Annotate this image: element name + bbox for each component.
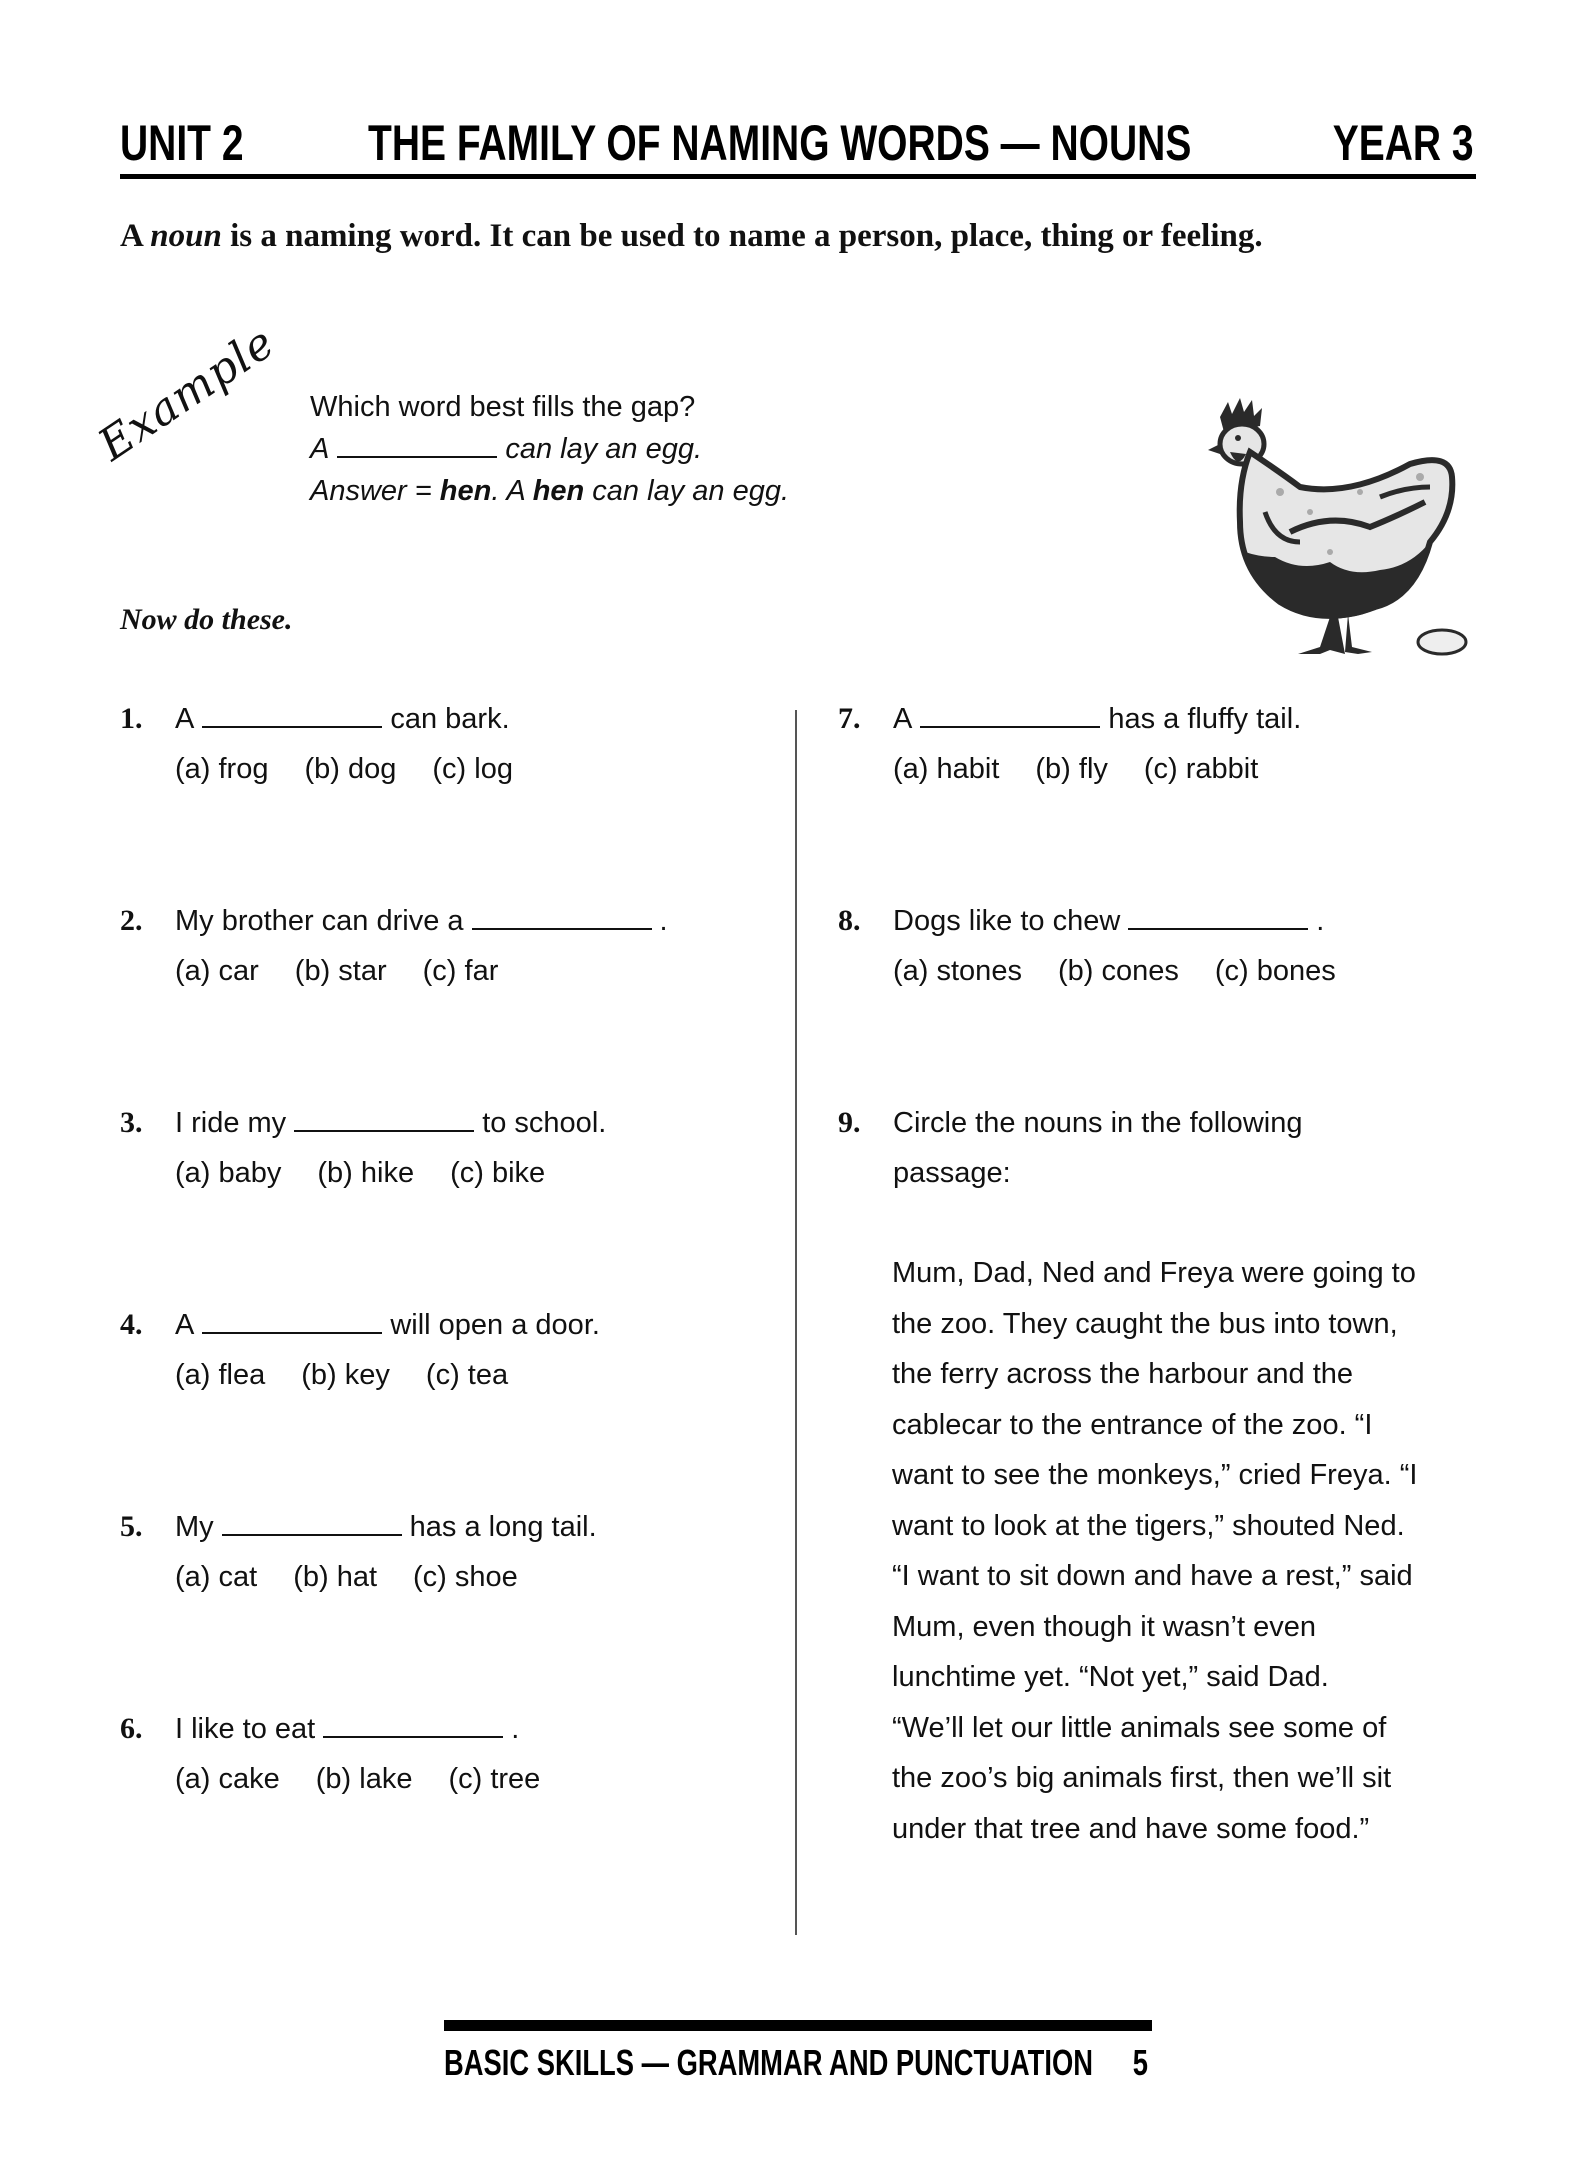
example-question: Which word best fills the gap? (310, 391, 696, 423)
question-number: 4. (120, 1308, 143, 1341)
option-b[interactable]: (b) key (301, 1359, 390, 1391)
option-c[interactable]: (c) tea (425, 1359, 509, 1391)
option-c[interactable]: (c) bike (450, 1157, 546, 1189)
question-number: 2. (120, 904, 143, 937)
passage-line[interactable]: Mum, Dad, Ned and Freya were going to (892, 1257, 1416, 1289)
example-blank (337, 430, 497, 458)
option-c[interactable]: (c) far (422, 955, 499, 987)
option-c[interactable]: (c) bones (1214, 955, 1336, 987)
year-label: YEAR 3 (1333, 115, 1474, 171)
footer-title: BASIC SKILLS — GRAMMAR AND PUNCTUATION (444, 2042, 1094, 2083)
sentence-after: . (511, 1713, 520, 1745)
question-number: 6. (120, 1712, 143, 1745)
answer-options (893, 946, 1372, 996)
sentence-before: A (175, 703, 195, 735)
answer-blank[interactable] (222, 1506, 402, 1536)
option-b[interactable]: (b) fly (1035, 753, 1108, 785)
sentence-before: My (175, 1511, 214, 1543)
answer-blank[interactable] (202, 1304, 382, 1334)
answer-options (175, 1148, 581, 1198)
passage-line[interactable]: the zoo’s big animals first, then we’ll sit (892, 1762, 1392, 1794)
question-number: 8. (838, 904, 861, 937)
question-prompt: Circle the nouns in the following (893, 1107, 1303, 1139)
option-a[interactable]: (a) flea (175, 1359, 266, 1391)
answer-options (175, 946, 534, 996)
example-sentence (310, 428, 789, 470)
question-sentence (175, 1300, 600, 1350)
example-answer (310, 470, 789, 512)
option-c[interactable]: (c) tree (448, 1763, 541, 1795)
option-a[interactable]: (a) stones (893, 955, 1022, 987)
passage-line[interactable]: the ferry across the harbour and the (892, 1358, 1354, 1390)
option-b[interactable]: (b) star (294, 955, 387, 987)
passage-line[interactable]: lunchtime yet. “Not yet,” said Dad. (892, 1661, 1329, 1693)
answer-blank[interactable] (472, 900, 652, 930)
question-number: 1. (120, 702, 143, 735)
column-divider (795, 710, 797, 1935)
intro-text-after: is a naming word. It can be used to name a person, place, thing or feeling. (221, 218, 1263, 254)
option-c[interactable]: (c) log (432, 753, 513, 785)
option-a[interactable]: (a) frog (175, 753, 269, 785)
answer-mid: . A (491, 475, 533, 507)
sentence-after: . (659, 905, 668, 937)
sentence-after: has a long tail. (409, 1511, 597, 1543)
option-a[interactable]: (a) car (175, 955, 259, 987)
answer-word: hen (439, 475, 492, 507)
answer-blank[interactable] (920, 698, 1100, 728)
sentence-after: has a fluffy tail. (1108, 703, 1302, 735)
question-number: 3. (120, 1106, 143, 1139)
answer-blank[interactable] (323, 1708, 503, 1738)
noun-passage (892, 1248, 1492, 1854)
answer-blank[interactable] (294, 1102, 474, 1132)
option-c[interactable]: (c) rabbit (1143, 753, 1259, 785)
page-footer (444, 2040, 1148, 2086)
example-sentence-end: can lay an egg. (505, 433, 703, 465)
passage-line[interactable]: want to look at the tigers,” shouted Ned. (892, 1509, 1405, 1542)
option-b[interactable]: (b) hat (293, 1561, 378, 1593)
sentence-before: I ride my (175, 1107, 287, 1139)
sentence-before: A (893, 703, 913, 735)
answer-word-2: hen (532, 475, 585, 507)
page-header (120, 112, 1474, 174)
question-sentence (175, 694, 510, 744)
answer-end: can lay an egg. (584, 475, 790, 507)
sentence-after: will open a door. (390, 1309, 600, 1341)
answer-options (175, 1552, 554, 1602)
question-number: 5. (120, 1510, 143, 1543)
answer-options (893, 744, 1294, 794)
noun-definition (120, 214, 1263, 258)
answer-blank[interactable] (202, 698, 382, 728)
question-number: 7. (838, 702, 861, 735)
option-b[interactable]: (b) cones (1057, 955, 1179, 987)
answer-prefix: Answer = (310, 475, 440, 507)
question-sentence (175, 1098, 606, 1148)
page-number: 5 (1132, 2042, 1148, 2083)
example-sentence-start: A (310, 433, 330, 465)
question-number: 9. (838, 1106, 861, 1139)
answer-options (175, 1754, 576, 1804)
question-sentence (175, 1704, 519, 1754)
question-sentence (893, 896, 1324, 946)
option-a[interactable]: (a) cake (175, 1763, 280, 1795)
question-sentence (175, 896, 668, 946)
example-stamp: Example (89, 316, 284, 471)
answer-options (175, 1350, 544, 1400)
sentence-after: . (1316, 905, 1325, 937)
option-a[interactable]: (a) baby (175, 1157, 282, 1189)
passage-line[interactable]: under that tree and have some food.” (892, 1812, 1370, 1845)
option-a[interactable]: (a) cat (175, 1561, 258, 1593)
sentence-after: can bark. (390, 703, 510, 735)
option-b[interactable]: (b) lake (315, 1763, 413, 1795)
sentence-before: A (175, 1309, 195, 1341)
option-a[interactable]: (a) habit (893, 753, 1000, 785)
passage-line[interactable]: the zoo. They caught the bus into town, (892, 1307, 1398, 1340)
page-title: THE FAMILY OF NAMING WORDS — NOUNS (368, 115, 1192, 171)
question-prompt-continued: passage: (893, 1157, 1011, 1189)
example-block (310, 386, 789, 512)
question-sentence (175, 1502, 597, 1552)
option-c[interactable]: (c) shoe (413, 1561, 518, 1593)
hen-with-egg-icon (1180, 392, 1480, 672)
passage-line[interactable]: “I want to sit down and have a rest,” said (892, 1560, 1413, 1592)
option-b[interactable]: (b) dog (304, 753, 397, 785)
intro-keyword: noun (150, 218, 222, 254)
passage-line[interactable]: cablecar to the entrance of the zoo. “I (892, 1408, 1373, 1441)
instruction: Now do these. (120, 603, 293, 636)
passage-line[interactable]: want to see the monkeys,” cried Freya. “I (892, 1459, 1418, 1491)
footer-divider (444, 2020, 1152, 2031)
passage-line[interactable]: “We’ll let our little animals see some of (892, 1711, 1387, 1744)
sentence-before: My brother can drive a (175, 905, 464, 937)
unit-label: UNIT 2 (120, 115, 244, 171)
passage-line[interactable]: Mum, even though it wasn’t even (892, 1610, 1316, 1643)
sentence-after: to school. (482, 1107, 607, 1139)
intro-text-before: A (120, 218, 151, 254)
sentence-before: Dogs like to chew (893, 905, 1121, 937)
header-divider (120, 174, 1476, 179)
option-b[interactable]: (b) hike (317, 1157, 415, 1189)
answer-options (175, 744, 549, 794)
answer-blank[interactable] (1128, 900, 1308, 930)
sentence-before: I like to eat (175, 1713, 316, 1745)
question-sentence (893, 694, 1301, 744)
